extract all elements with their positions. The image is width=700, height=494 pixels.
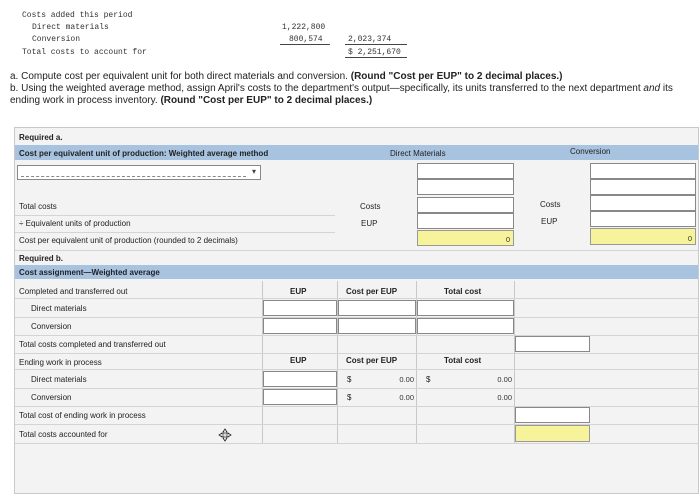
- chevron-down-icon: ▾: [251, 167, 256, 176]
- dm-eup-label: EUP: [361, 219, 378, 228]
- completed-dm-label: Direct materials: [31, 304, 87, 313]
- cost-per-eup-col-header: Cost per EUP: [346, 287, 398, 296]
- ewip-conv-eup-input[interactable]: [263, 389, 337, 405]
- conv-input-1[interactable]: [590, 163, 696, 179]
- conv-cost-per-eup-result: [590, 228, 696, 245]
- ledger-dm-value: 1,222,800: [282, 23, 326, 32]
- move-cursor-icon: [218, 428, 232, 442]
- dm-eup-input[interactable]: [417, 213, 514, 229]
- row-divider: [15, 215, 335, 216]
- ledger-total: $ 2,251,670: [348, 48, 401, 57]
- row-divider: [15, 406, 698, 407]
- conv-total-costs-input[interactable]: [590, 195, 696, 211]
- row-divider: [15, 424, 698, 425]
- ewip-eup-header: EUP: [290, 356, 307, 365]
- completed-label: Completed and transferred out: [19, 287, 128, 296]
- completed-conv-label: Conversion: [31, 322, 72, 331]
- dm-input-2[interactable]: [417, 179, 514, 195]
- ewip-conv-total: 0.00: [497, 393, 512, 402]
- row-divider: [15, 335, 698, 336]
- ledger-conv-value: 800,574: [289, 35, 323, 44]
- conv-result-value: 0: [687, 234, 692, 243]
- ledger-underline: [280, 44, 330, 45]
- part-a-title: Cost per equivalent unit of production: Weighted average method: [19, 149, 269, 158]
- ewip-dm-eup-input[interactable]: [263, 371, 337, 387]
- ending-wip-label: Ending work in process: [19, 358, 102, 367]
- total-ewip-label: Total cost of ending work in process: [19, 411, 146, 420]
- equivalent-units-label: ÷ Equivalent units of production: [19, 219, 131, 228]
- completed-dm-eup-input[interactable]: [263, 300, 337, 316]
- total-completed-label: Total costs completed and transferred out: [19, 340, 166, 349]
- dm-header: Direct Materials: [390, 149, 446, 158]
- conv-header: Conversion: [570, 147, 611, 156]
- dm-cost-per-eup-result: [417, 230, 514, 246]
- ewip-conv-label: Conversion: [31, 393, 72, 402]
- eup-col-header: EUP: [290, 287, 307, 296]
- question-b: b. Using the weighted average method, assign April's costs to the department's output—specifically, its units transferred to the next department and its ending work in process inventory. (Round "Cost per EUP" to 2 decimal places.): [10, 83, 673, 106]
- ewip-dm-label: Direct materials: [31, 375, 87, 384]
- conv-input-2[interactable]: [590, 179, 696, 195]
- ewip-conv-cost-per-eup: 0.00: [399, 393, 414, 402]
- ewip-cost-per-eup-header: Cost per EUP: [346, 356, 398, 365]
- row-divider: [15, 232, 335, 233]
- ledger-underline-2: [345, 44, 407, 45]
- row-divider: [15, 369, 698, 370]
- ewip-dm-total: 0.00: [497, 375, 512, 384]
- conv-eup-label: EUP: [541, 217, 558, 226]
- total-accounted-label: Total costs accounted for: [19, 430, 108, 439]
- dm-total-costs-input[interactable]: [417, 197, 514, 213]
- row-divider: [15, 353, 698, 354]
- row-divider: [15, 250, 698, 251]
- row-divider: [15, 298, 698, 299]
- cost-per-unit-label: Cost per equivalent unit of production (rounded to 2 decimals): [19, 236, 238, 245]
- ewip-conv-dollar: $: [347, 393, 352, 402]
- dm-input-1[interactable]: [417, 163, 514, 179]
- total-cost-col-header: Total cost: [444, 287, 482, 296]
- completed-dm-cost-input[interactable]: [338, 300, 416, 316]
- dm-costs-label: Costs: [360, 202, 381, 211]
- total-completed-value[interactable]: [515, 336, 590, 352]
- completed-conv-cost-input[interactable]: [338, 318, 416, 334]
- total-costs-label: Total costs: [19, 202, 57, 211]
- part-b-title: Cost assignment—Weighted average: [19, 268, 160, 277]
- method-select[interactable]: [17, 165, 261, 180]
- ledger-header: Costs added this period: [22, 11, 133, 20]
- ewip-total-cost-header: Total cost: [444, 356, 482, 365]
- row-divider: [15, 443, 698, 444]
- ewip-dm-total-dollar: $: [426, 375, 431, 384]
- row-divider: [15, 388, 698, 389]
- required-b-label: Required b.: [19, 254, 64, 263]
- conv-costs-label: Costs: [540, 200, 561, 209]
- ledger-conv-label: Conversion: [32, 35, 81, 44]
- total-accounted-value: [515, 425, 590, 442]
- question-a: a. Compute cost per equivalent unit for both direct materials and conversion. (Round "Cost per EUP" to 2 decimal places.): [10, 71, 563, 82]
- completed-conv-eup-input[interactable]: [263, 318, 337, 334]
- select-placeholder-line: [21, 176, 246, 177]
- ewip-dm-dollar: $: [347, 375, 352, 384]
- ledger-total-label: Total costs to account for: [22, 48, 147, 57]
- completed-dm-total[interactable]: [417, 300, 514, 316]
- ledger-double-underline: [345, 57, 407, 58]
- required-a-label: Required a.: [19, 133, 63, 142]
- ewip-dm-cost-per-eup: 0.00: [399, 375, 414, 384]
- conv-eup-input[interactable]: [590, 211, 696, 227]
- total-ewip-value[interactable]: [515, 407, 590, 423]
- dm-result-value: 0: [505, 235, 510, 244]
- completed-conv-total[interactable]: [417, 318, 514, 334]
- ledger-dm-label: Direct materials: [32, 23, 109, 32]
- ledger-subtotal: 2,023,374: [348, 35, 392, 44]
